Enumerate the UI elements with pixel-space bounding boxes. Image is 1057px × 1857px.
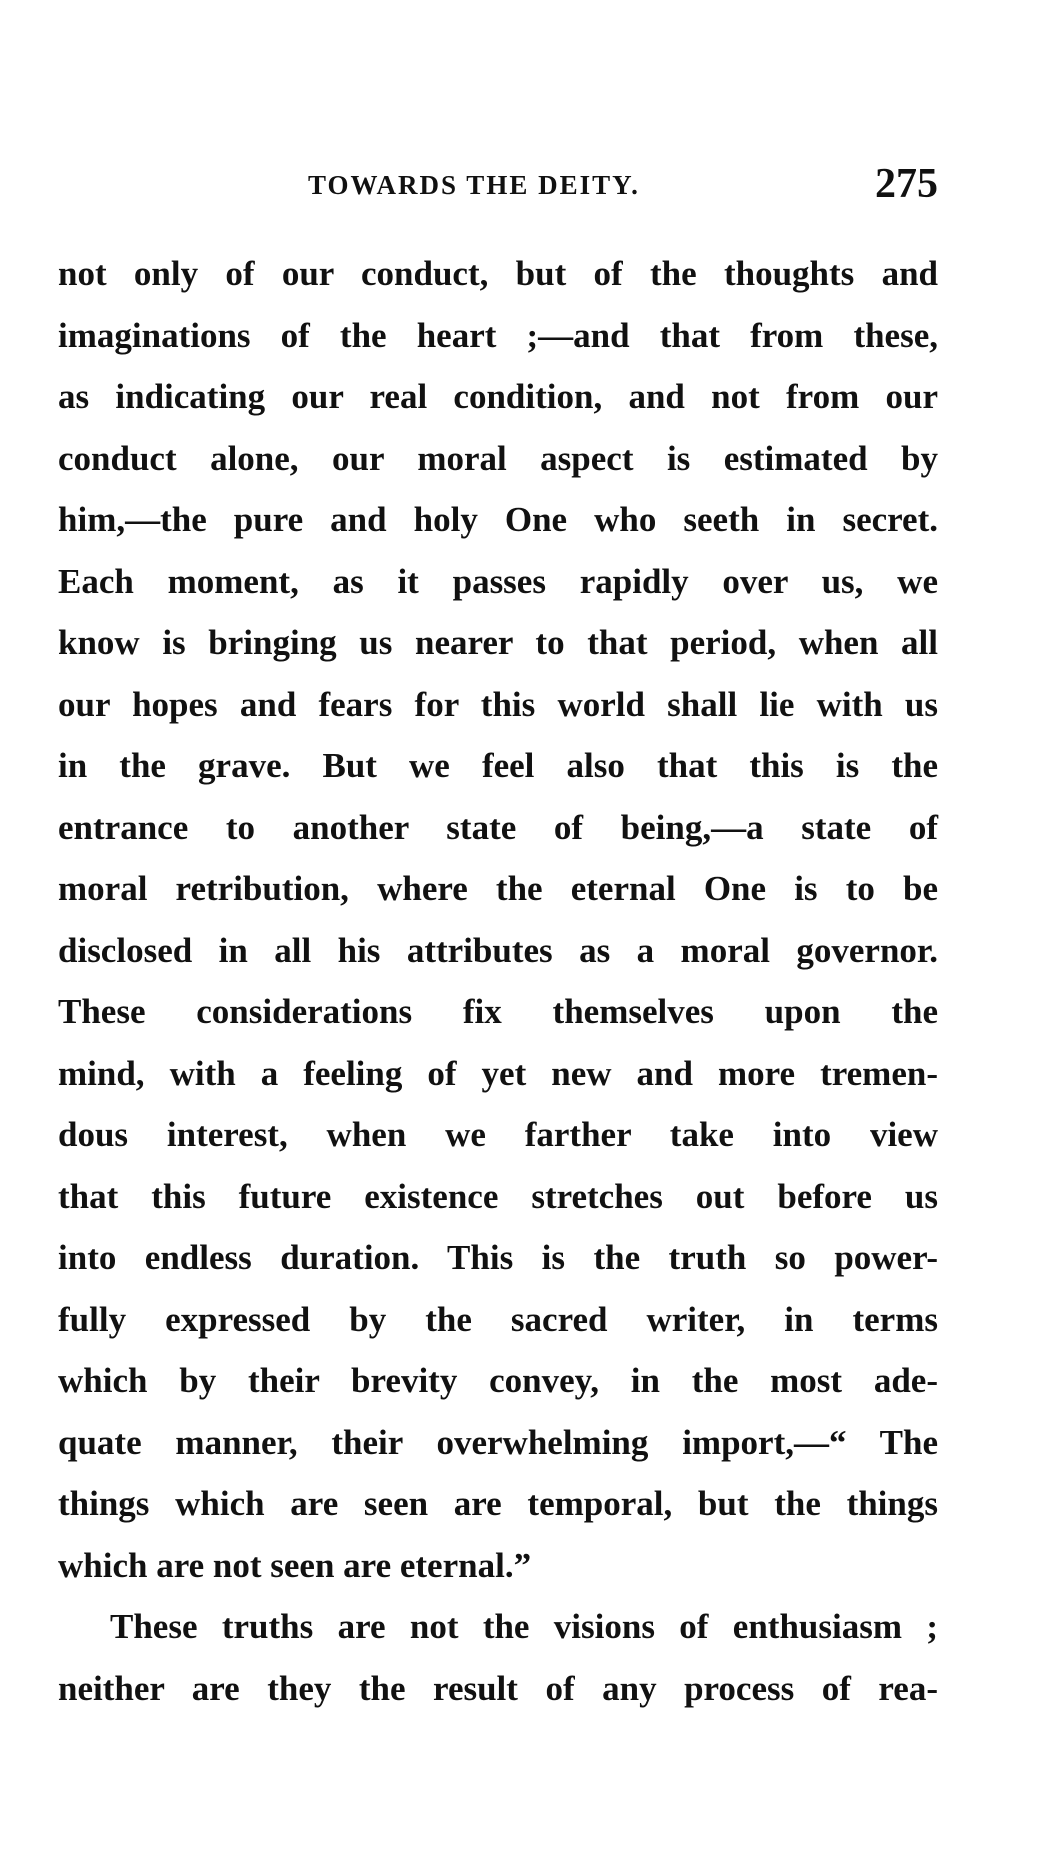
running-head bbox=[58, 160, 938, 207]
text-line: moral retribution, where the eternal One is to be bbox=[58, 869, 938, 908]
text-line: disclosed in all his attributes as a moral governor. bbox=[58, 930, 938, 970]
text-line: in the grave. But we feel also that this is the bbox=[58, 746, 938, 785]
running-title: TOWARDS THE DEITY. bbox=[308, 170, 640, 200]
text-line: imaginations of the heart ;—and that from these, bbox=[58, 315, 938, 355]
text-line: dous interest, when we farther take into view bbox=[58, 1115, 938, 1154]
text-line: which by their brevity convey, in the most ade- bbox=[58, 1361, 938, 1400]
text-line: These truths are not the visions of enthusiasm ; bbox=[110, 1607, 938, 1646]
text-line: These considerations fix themselves upon the bbox=[58, 992, 938, 1031]
text-line: conduct alone, our moral aspect is estimated by bbox=[58, 438, 938, 478]
text-line: neither are they the result of any process of rea- bbox=[58, 1668, 938, 1708]
text-line: into endless duration. This is the truth so power- bbox=[58, 1238, 938, 1277]
text-line: which are not seen are eternal.” bbox=[58, 1545, 532, 1585]
text-line: that this future existence stretches out before us bbox=[58, 1176, 938, 1216]
page-number: 275 bbox=[875, 161, 938, 207]
text-line: as indicating our real condition, and not from our bbox=[58, 377, 938, 416]
paragraph bbox=[58, 1596, 938, 1719]
text-line: fully expressed by the sacred writer, in terms bbox=[58, 1299, 938, 1339]
text-line: our hopes and fears for this world shall lie with us bbox=[58, 684, 938, 724]
paragraph bbox=[58, 243, 938, 1596]
text-line: him,—the pure and holy One who seeth in secret. bbox=[58, 500, 938, 539]
body-text bbox=[58, 243, 938, 1719]
text-line: things which are seen are temporal, but the things bbox=[58, 1484, 938, 1523]
text-line: entrance to another state of being,—a state of bbox=[58, 807, 938, 847]
text-line: mind, with a feeling of yet new and more tremen- bbox=[58, 1053, 938, 1093]
text-line: Each moment, as it passes rapidly over us, we bbox=[58, 561, 938, 601]
text-line: not only of our conduct, but of the thoughts and bbox=[58, 254, 938, 293]
text-line: know is bringing us nearer to that period, when all bbox=[58, 623, 938, 662]
text-line: quate manner, their overwhelming import,—“ The bbox=[58, 1422, 938, 1462]
